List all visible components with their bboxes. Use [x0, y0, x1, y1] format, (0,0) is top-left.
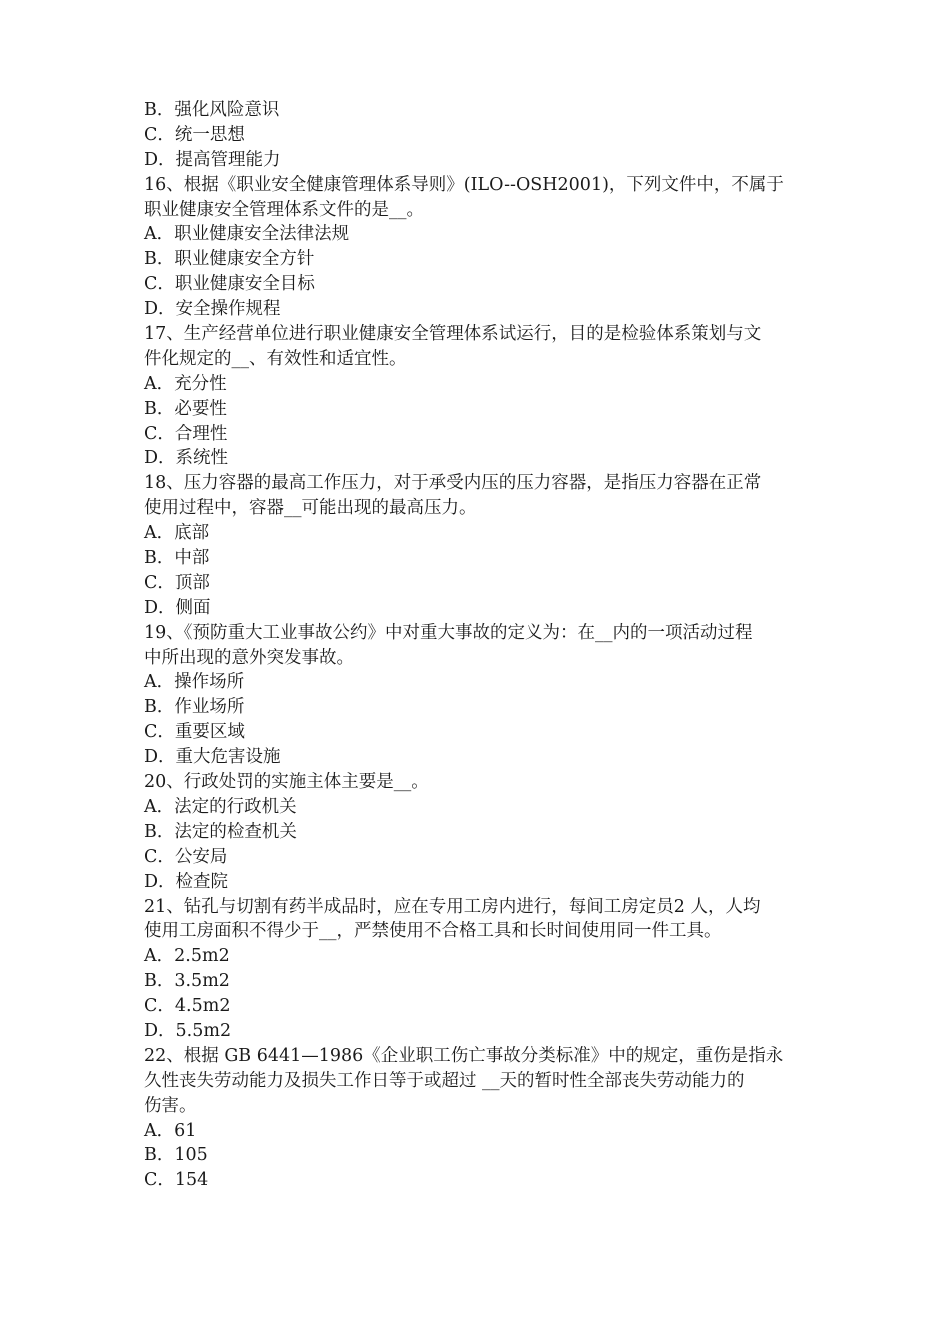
question-17-text: 17、生产经营单位进行职业健康安全管理体系试运行，目的是检验体系策划与文: [144, 324, 762, 345]
option-line: D．检查院: [144, 871, 229, 892]
option-line: C．合理性: [144, 423, 228, 444]
option-line: D．提高管理能力: [144, 149, 281, 170]
option-line: B．3.5m2: [144, 971, 230, 992]
question-18-text-continued: 使用过程中，容器__可能出现的最高压力。: [144, 498, 477, 519]
option-line: D．重大危害设施: [144, 747, 281, 768]
option-line: A．法定的行政机关: [144, 796, 297, 817]
option-line: C．统一思想: [144, 124, 245, 145]
option-line: B．105: [144, 1145, 208, 1166]
question-20-text: 20、行政处罚的实施主体主要是__。: [144, 772, 429, 793]
option-line: C．顶部: [144, 572, 210, 593]
option-line: A．2.5m2: [144, 946, 230, 967]
question-16-text-continued: 职业健康安全管理体系文件的是__。: [144, 199, 424, 220]
question-21-text-continued: 使用工房面积不得少于__，严禁使用不合格工具和长时间使用同一件工具。: [144, 921, 722, 942]
option-line: B．强化风险意识: [144, 100, 280, 120]
question-19-text: 19、《预防重大工业事故公约》中对重大事故的定义为：在__内的一项活动过程: [144, 622, 753, 643]
option-line: D．侧面: [144, 597, 211, 618]
option-line: D．系统性: [144, 448, 229, 469]
option-line: B．作业场所: [144, 697, 245, 718]
option-line: A．底部: [144, 523, 210, 544]
option-line: C．职业健康安全目标: [144, 274, 315, 295]
option-line: A．操作场所: [144, 672, 245, 693]
option-line: D．安全操作规程: [144, 299, 281, 320]
question-21-text: 21、钻孔与切割有药半成品时，应在专用工房内进行，每间工房定员2 人，人均: [144, 896, 761, 917]
option-line: C．4.5m2: [144, 996, 231, 1017]
question-16-text: 16、根据《职业安全健康管理体系导则》(ILO--OSH2001)，下列文件中，不属于: [144, 174, 784, 195]
option-line: B．中部: [144, 548, 210, 569]
option-line: D．5.5m2: [144, 1020, 232, 1041]
option-line: B．必要性: [144, 398, 227, 419]
question-22-text: 22、根据 GB 6441—1986《企业职工伤亡事故分类标准》中的规定，重伤是指永: [144, 1045, 784, 1066]
option-line: C．154: [144, 1170, 209, 1191]
question-22-text-continued: 伤害。: [144, 1095, 197, 1116]
question-18-text: 18、压力容器的最高工作压力，对于承受内压的压力容器，是指压力容器在正常: [144, 473, 762, 494]
option-line: B．法定的检查机关: [144, 821, 297, 842]
option-line: B．职业健康安全方针: [144, 249, 315, 270]
option-line: A．职业健康安全法律法规: [144, 224, 350, 245]
option-line: C．公安局: [144, 846, 228, 867]
option-line: A．充分性: [144, 373, 227, 394]
question-19-text-continued: 中所出现的意外突发事故。: [144, 647, 354, 668]
document-body: [144, 98, 814, 1193]
option-line: C．重要区域: [144, 722, 245, 743]
question-17-text-continued: 件化规定的__、有效性和适宜性。: [144, 348, 407, 369]
option-line: A．61: [144, 1120, 197, 1141]
question-22-text-continued: 久性丧失劳动能力及损失工作日等于或超过 __天的暂时性全部丧失劳动能力的: [144, 1070, 745, 1091]
